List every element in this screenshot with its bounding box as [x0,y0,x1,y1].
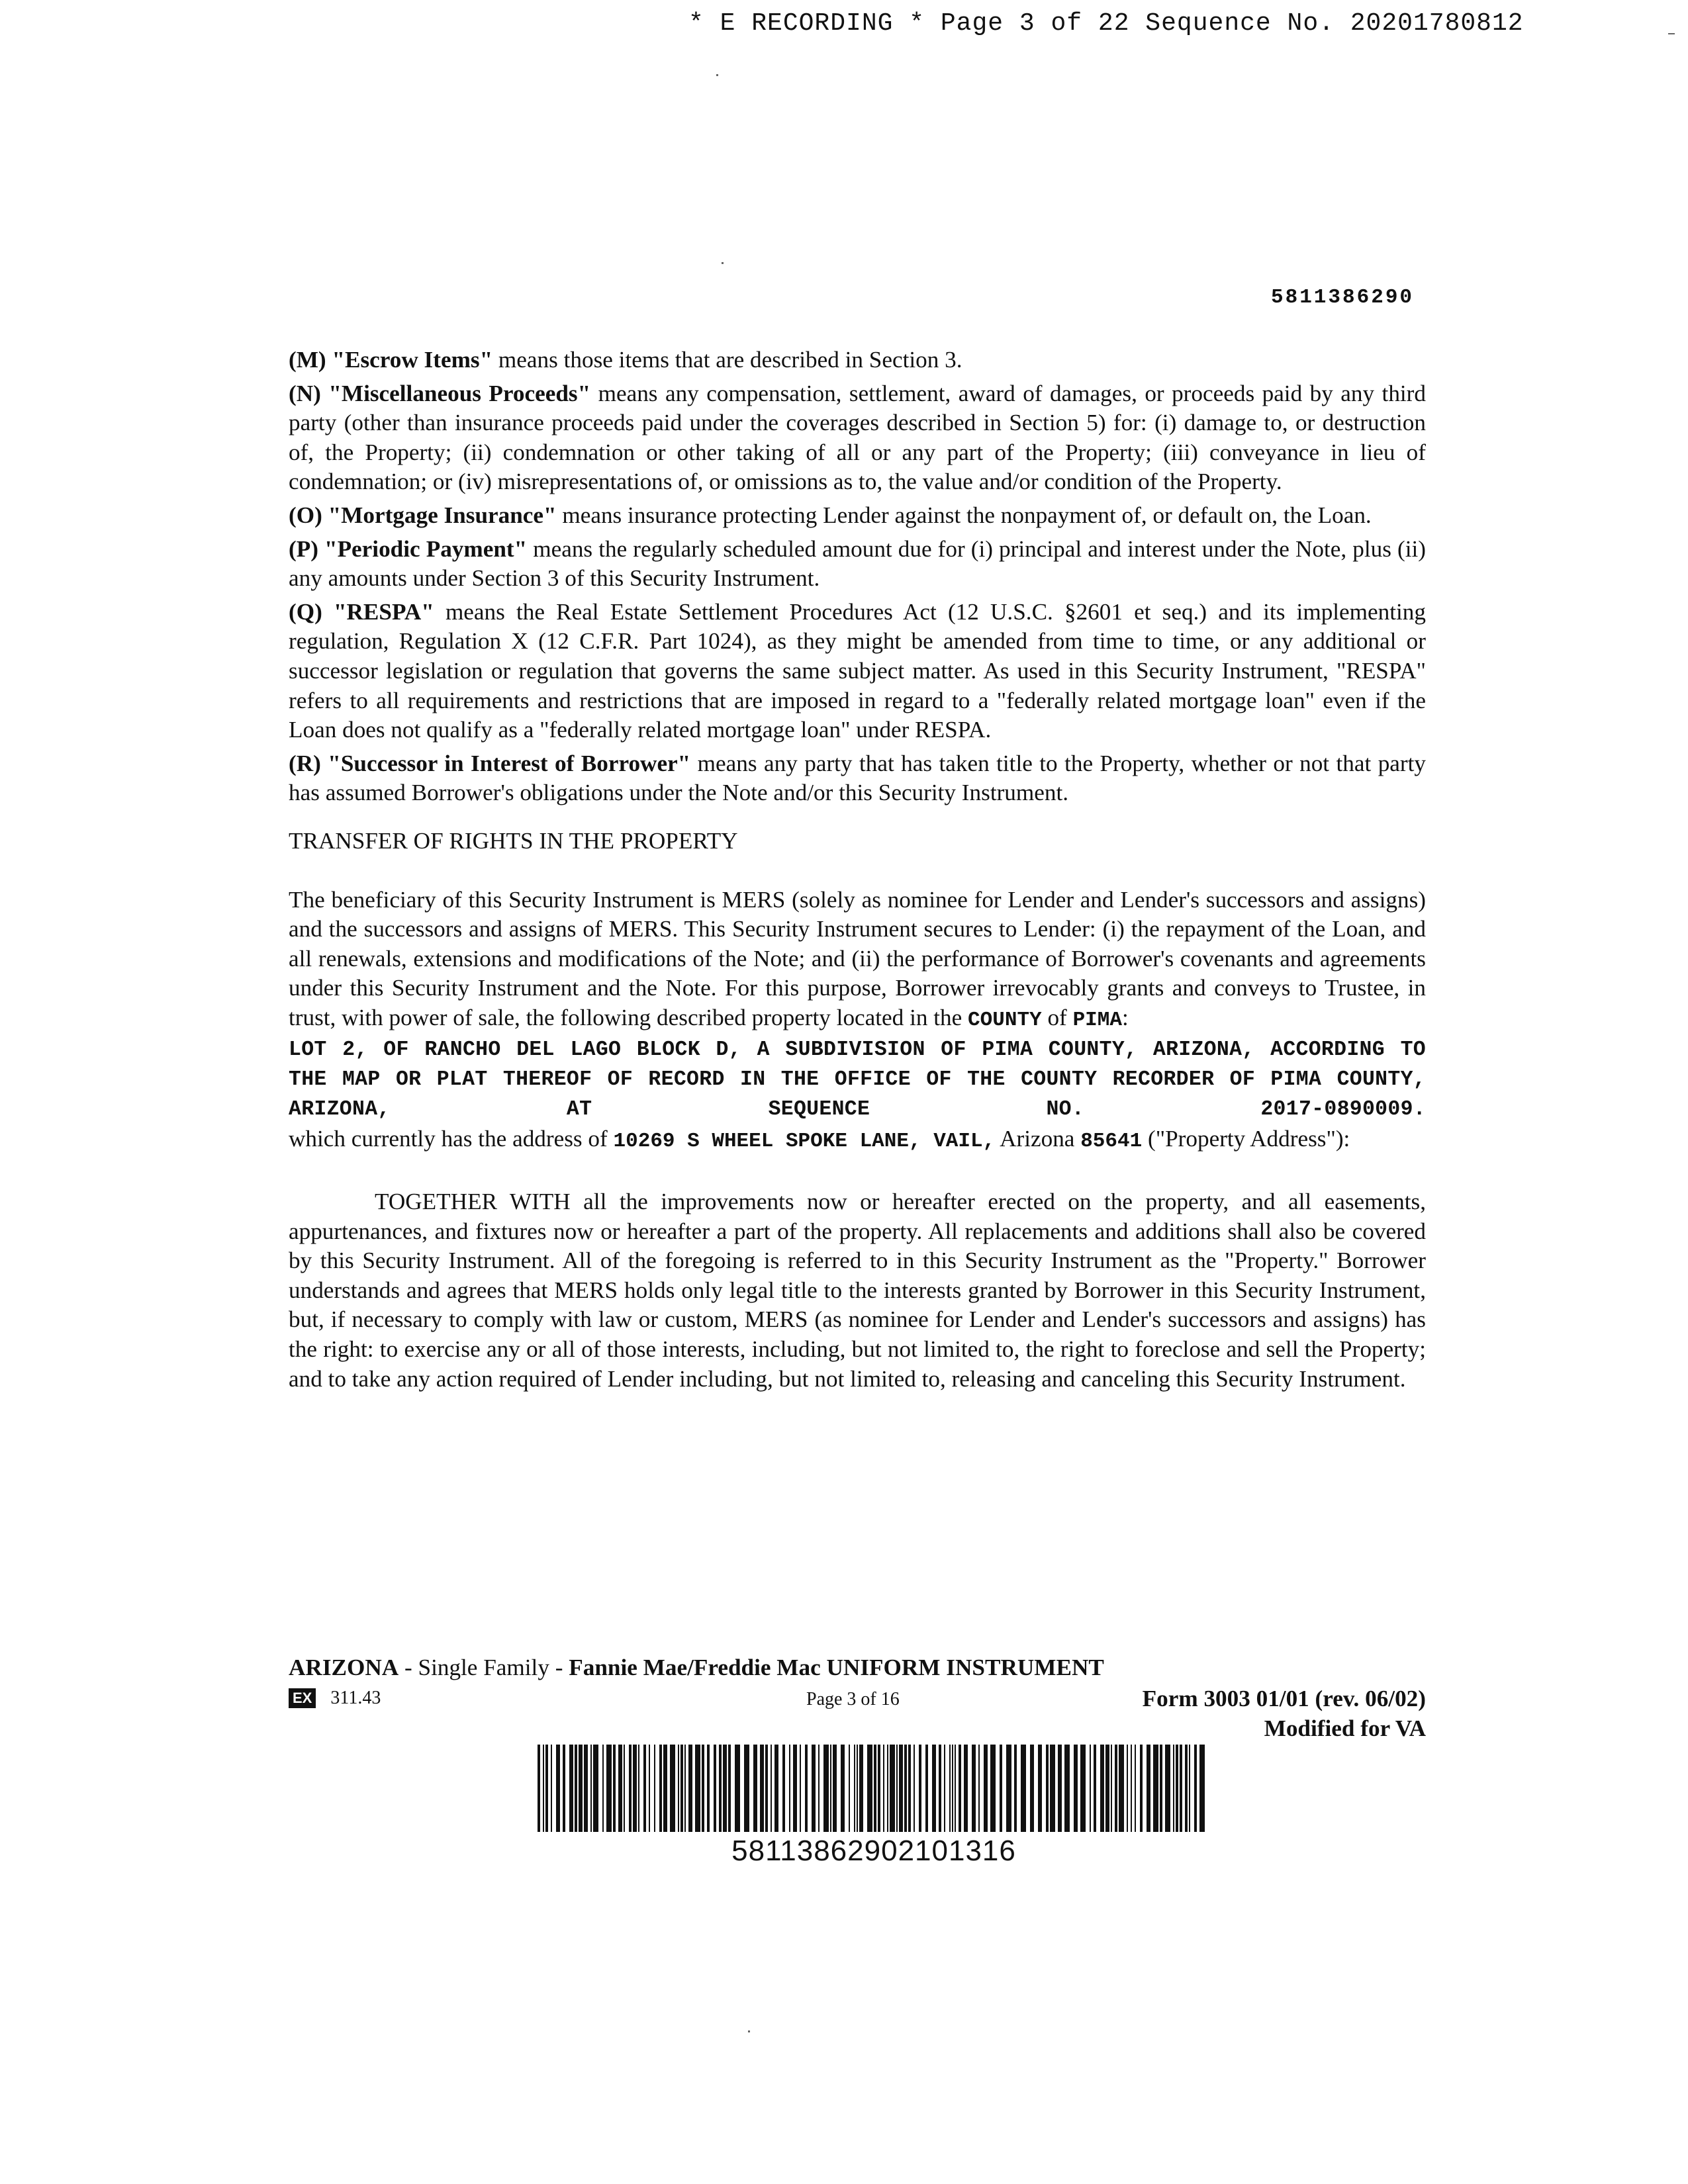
of-word: of [1041,1004,1073,1030]
barcode-bar [1074,1745,1078,1832]
barcode-bar [896,1745,898,1832]
barcode-bar [925,1745,928,1832]
barcode-bar [659,1745,662,1832]
barcode-bar [538,1745,540,1832]
footer-brand: Fannie Mae/Freddie Mac UNIFORM INSTRUMENT [569,1655,1104,1680]
definition-text: means insurance protecting Lender against the nonpayment of, or default on, the Loan. [556,502,1372,528]
barcode-bar [978,1745,980,1832]
barcode-bar [771,1745,772,1832]
form-identifier [1143,1684,1426,1743]
barcode-bar [1140,1745,1143,1832]
definition-term-name: "Mortgage Insurance" [328,502,557,528]
recording-stamp: * E RECORDING * Page 3 of 22 Sequence No. 20201780812 [688,9,1524,38]
barcode-bar [793,1745,797,1832]
barcode-bar [629,1745,632,1832]
barcode-bar [1064,1745,1070,1832]
barcode-bar [1000,1745,1002,1832]
barcode-bar [939,1745,941,1832]
barcode-bar [949,1745,951,1832]
barcode-bar [1115,1745,1117,1832]
definition-term: (P) [289,535,318,562]
definition-item [289,501,1426,531]
barcode-bar [556,1745,560,1832]
barcode-bar [782,1745,785,1832]
barcode-bar [728,1745,731,1832]
barcode-bar [719,1745,722,1832]
barcode-bar [1100,1745,1104,1832]
form-code: 311.43 [330,1688,381,1708]
barcode-bar [590,1745,592,1832]
definition-term: (M) [289,347,326,373]
barcode-bar [1080,1745,1086,1832]
barcode-bar [964,1745,968,1832]
document-body [289,345,1426,1394]
barcode-image [538,1745,1210,1832]
barcode-bar [818,1745,820,1832]
barcode-bar [663,1745,667,1832]
barcode-bar [1173,1745,1174,1832]
barcode-bar [702,1745,704,1832]
definition-text: means any party that has taken title to the Property, whether or not that party has assumed Borrower's obligations under the Note and/or this Security Instrument. [289,750,1427,806]
county-label: COUNTY [968,1008,1042,1032]
barcode-bar [624,1745,625,1832]
street-address: 10269 S WHEEL SPOKE LANE, [613,1130,921,1154]
property-address-line [289,1124,1426,1157]
definition-text: means the Real Estate Settlement Procedures Act (12 U.S.C. §2601 et seq.) and its implementing regulation, Regulation X (12 C.F.R. Part 1024), as they might be amended from time to time, or any additional or successor legislation or regulation that governs the same subject matter. As used in this Security Instrument, "RESPA" refers to all requirements and restrictions that are imposed in regard to a "federally related mortgage loan" even if the Loan does not qualify as a "federally related mortgage loan" under RESPA. [289,598,1426,743]
barcode-bar [569,1745,573,1832]
barcode-bar [684,1745,686,1832]
scan-speck [716,74,718,76]
state-text: Arizona [995,1126,1081,1152]
definition-item [289,345,1426,375]
ex-logo-icon: EX [289,1688,316,1708]
definition-space [318,536,324,562]
barcode-bar [800,1745,801,1832]
barcode-bar [1185,1745,1188,1832]
address-prefix: which currently has the address of [289,1126,614,1152]
barcode-bar [859,1745,863,1832]
barcode-bar [1038,1745,1042,1832]
definition-item [289,749,1426,808]
definition-item [289,535,1426,594]
modified-note: Modified for VA [1264,1715,1426,1741]
barcode-bar [914,1745,915,1832]
barcode-bar [618,1745,622,1832]
definitions-list [289,345,1426,808]
barcode-bar [649,1745,650,1832]
definition-text: means the regularly scheduled amount due for (i) principal and interest under the Note, plus (ii) any amounts under Section 3 of this Security Instrument. [289,535,1427,592]
transfer-intro: The beneficiary of this Security Instrument is MERS (solely as nominee for Lender and Lender's successors and assigns) and the successors and assigns of MERS. This Security Instrument secures to Lender: (i) the repayment of the Loan, and all renewals, extensions and modifications of the Note; and (ii) the performance of Borrower's covenants and agreements under this Security Instrument and the Note. For this purpose, Borrower irrevocably grants and conveys to Trustee, in trust, with power of sale, the following described property located in the [289,886,1426,1030]
barcode-bar [638,1745,639,1832]
loan-number: 5811386290 [1271,286,1415,309]
barcode-bar [867,1745,872,1832]
barcode-bar [707,1745,710,1832]
county-name: PIMA [1072,1008,1122,1032]
barcode-bar [1119,1745,1124,1832]
form-number: Form 3003 01/01 (rev. 06/02) [1142,1686,1426,1711]
barcode-bar [1111,1745,1112,1832]
scan-speck [1668,33,1675,34]
colon: : [1121,1004,1129,1030]
zip-code: 85641 [1080,1130,1143,1154]
barcode-bar [1050,1745,1055,1832]
legal-description: LOT 2, OF RANCHO DEL LAGO BLOCK D, A SUBDIVISION OF PIMA COUNTY, ARIZONA, ACCORDING TO THE MAP OR PLAT THEREOF OF RECORD IN THE OFFICE OF THE COUNTY RECORDER OF PIMA COUNTY, ARIZONA, AT SEQUENCE NO. 2017-0890009. [289,1038,1426,1122]
barcode-bar [593,1745,598,1832]
barcode-bar [1127,1745,1128,1832]
footer-state: ARIZONA [289,1655,399,1680]
barcode-bar [1147,1745,1150,1832]
definition-space [321,751,328,776]
barcode-bar [919,1745,921,1832]
barcode-bar [899,1745,903,1832]
definition-term-name: "Miscellaneous Proceeds" [328,380,591,406]
barcode-bar [812,1745,816,1832]
barcode-bar [1135,1745,1136,1832]
address-suffix: ("Property Address"): [1142,1126,1350,1152]
barcode-bar [1160,1745,1162,1832]
definition-text: means those items that are described in Section 3. [492,347,962,373]
definition-term-name: "Escrow Items" [332,347,493,373]
barcode-bar [959,1745,961,1832]
definition-term-name: "Periodic Payment" [324,535,528,562]
footer-instrument-title [289,1655,1426,1681]
barcode-bar [1176,1745,1178,1832]
barcode-bar [805,1745,808,1832]
barcode-bar [874,1745,876,1832]
section-title: TRANSFER OF RIGHTS IN THE PROPERTY [289,827,738,854]
barcode-bar [1153,1745,1158,1832]
definition-term: (N) [289,380,321,406]
barcode-bar [760,1745,764,1832]
barcode-number: 58113862902101316 [731,1835,1016,1867]
barcode-bar [1194,1745,1197,1832]
definition-item [289,379,1426,497]
barcode-bar [643,1745,646,1832]
barcode-bar [890,1745,895,1832]
barcode-bar [908,1745,911,1832]
barcode-bar [972,1745,976,1832]
definition-term: (R) [289,750,321,776]
barcode-bar [744,1745,749,1832]
scan-speck [748,2030,750,2032]
barcode-bar [654,1745,655,1832]
definition-term-name: "Successor in Interest of Borrower" [328,750,691,776]
page-number: Page 3 of 16 [806,1689,900,1709]
barcode-bar [584,1745,588,1832]
barcode-bar [735,1745,740,1832]
barcode-bar [680,1745,683,1832]
barcode-bar [602,1745,604,1832]
barcode-bar [613,1745,616,1832]
barcode-bar [830,1745,831,1832]
barcode-bar [789,1745,790,1832]
barcode-bar [883,1745,884,1832]
barcode-bar [695,1745,700,1832]
barcode-bar [1180,1745,1182,1832]
barcode-bar [1006,1745,1011,1832]
definition-term-name: "RESPA" [333,598,434,625]
barcode-bar [1030,1745,1034,1832]
barcode-bar [1058,1745,1062,1832]
barcode-bar [633,1745,637,1832]
barcode-bar [932,1745,936,1832]
barcode-bar [723,1745,727,1832]
barcode-bar [984,1745,988,1832]
definition-item [289,598,1426,745]
form-code-row [289,1688,381,1709]
barcode-bar [1046,1745,1049,1832]
definition-space [322,599,334,625]
barcode-bar [1105,1745,1109,1832]
barcode-bar [1189,1745,1190,1832]
barcode-bar [678,1745,679,1832]
city: VAIL, [921,1130,996,1154]
footer-mid: - Single Family - [399,1655,569,1680]
barcode-bar [823,1745,829,1832]
definition-space [322,502,328,528]
barcode-bar [774,1745,778,1832]
barcode-bar [849,1745,850,1832]
barcode-bar [545,1745,548,1832]
barcode-bar [857,1745,858,1832]
scan-speck [722,262,724,264]
definition-space [321,381,328,406]
barcode-bar [543,1745,544,1832]
barcode-bar [670,1745,675,1832]
barcode-bar [563,1745,565,1832]
barcode-bar [1199,1745,1205,1832]
barcode-bar [904,1745,907,1832]
definition-text: means any compensation, settlement, award of damages, or proceeds paid by any third party (other than insurance proceeds paid under the coverages described in Section 5) for: (i) damage to, or destruction of, the Property; (ii) condemnation or other taking of all or any part of the Property; (iii) conveyance in lieu of condemnation; or (iv) misrepresentations of, or omissions as to, the value and/or condition of the Property. [289,380,1426,495]
barcode-bar [990,1745,996,1832]
barcode-bar [1165,1745,1170,1832]
barcode-bar [944,1745,945,1832]
barcode-bar [688,1745,692,1832]
definition-term: (Q) [289,598,322,625]
barcode-bar [955,1745,956,1832]
barcode-bar [714,1745,716,1832]
barcode-bar [606,1745,612,1832]
barcode-bar [1021,1745,1026,1832]
barcode-bar [753,1745,757,1832]
barcode-bar [887,1745,888,1832]
barcode-bar [833,1745,837,1832]
transfer-paragraph [289,886,1426,1036]
definition-term: (O) [289,502,322,528]
barcode-bar [1131,1745,1132,1832]
barcode-bar [551,1745,552,1832]
together-with-paragraph: TOGETHER WITH all the improvements now or hereafter erected on the property, and all easements, appurtenances, and fixtures now or hereafter a part of the property. All replacements and additions shall also be covered by this Security Instrument. All of the foregoing is referred to in this Security Instrument as the "Property." Borrower understands and agrees that MERS holds only legal title to the interests granted by Borrower in this Security Instrument, but, if necessary to comply with law or custom, MERS (as nominee for Lender and Lender's successors and assigns) has the right: to exercise any or all of those interests, including, but not limited to, the right to foreclose and sell the Property; and to take any action required of Lender including, but not limited to, releasing and canceling this Security Instrument. [289,1189,1426,1392]
barcode-bar [1094,1745,1096,1832]
barcode-bar [1090,1745,1091,1832]
barcode-bar [952,1745,953,1832]
barcode-bar [841,1745,845,1832]
barcode-bar [579,1745,583,1832]
barcode-bar [765,1745,768,1832]
barcode-bar [1014,1745,1017,1832]
barcode-bar [878,1745,880,1832]
barcode-bar [854,1745,855,1832]
barcode-bar [575,1745,577,1832]
